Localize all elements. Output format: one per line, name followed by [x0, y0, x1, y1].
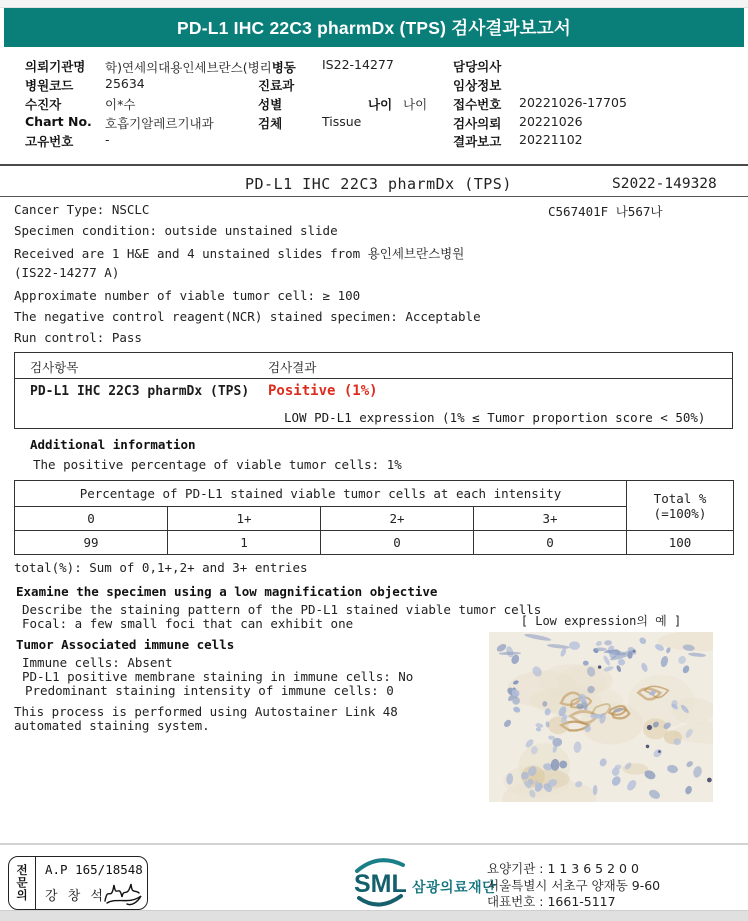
info-label-institution: 의뢰기관명 [25, 59, 86, 74]
pathologist-name: 강 창 석 [45, 889, 106, 904]
pathologist-stamp-box [8, 856, 148, 910]
result-col1-header: 검사항목 [30, 360, 79, 375]
info-value-specimen: Tissue [322, 114, 362, 129]
block-code: C567401F 나567나 [548, 204, 663, 219]
exam-line: Describe the staining pattern of the PD-L1 stained viable tumor cells [22, 602, 542, 617]
intensity-span-header: Percentage of PD-L1 stained viable tumor cells at each intensity [15, 481, 627, 507]
organization-name: 삼광의료재단 [412, 880, 497, 896]
svg-text:SML: SML [354, 870, 407, 898]
info-value-outside-id: IS22-14277 [322, 57, 394, 72]
info-value-accession-no: 20221026-17705 [519, 95, 627, 110]
intensity-total-header: Total % (=100%) [627, 481, 734, 531]
info-label-patient: 수진자 [25, 97, 62, 112]
intensity-value: 0 [474, 531, 627, 555]
body-line: Cancer Type: NSCLC [14, 202, 150, 217]
histology-image [489, 632, 713, 802]
result-table [14, 352, 733, 429]
figure-caption-wrap [489, 610, 713, 629]
body-line: Received are 1 H&E and 4 unstained slides from 용인세브란스병원 [14, 246, 465, 261]
footer-divider [0, 843, 748, 845]
intensity-table [14, 480, 734, 555]
result-item: PD-L1 IHC 22C3 pharmDx (TPS) [30, 384, 250, 399]
contact-line: 대표번호 : 1661-5117 [487, 894, 616, 909]
info-label-chart-no: Chart No. [25, 114, 92, 129]
info-label-ward: 병동 [271, 60, 296, 75]
exam-heading: Examine the specimen using a low magnification objective [16, 584, 438, 599]
info-label-age: 나이 [368, 97, 393, 112]
intensity-col-header: 2+ [321, 507, 474, 531]
pathologist-license: A.P 165/18548 [45, 862, 143, 877]
intensity-value: 1 [168, 531, 321, 555]
report-banner [4, 8, 744, 47]
info-label-clinical-info: 임상정보 [453, 78, 502, 93]
intensity-col-header: 0 [15, 507, 168, 531]
info-value-unique-no: - [105, 132, 110, 147]
immune-heading: Tumor Associated immune cells [16, 637, 235, 652]
result-value: Positive (1%) [268, 383, 378, 399]
intensity-value: 0 [321, 531, 474, 555]
intensity-value: 99 [15, 531, 168, 555]
result-interpretation: LOW PD-L1 expression (1% ≤ Tumor proportion score < 50%) [284, 410, 706, 425]
info-label-request-date: 검사의뢰 [453, 116, 502, 131]
page-title: PD-L1 IHC 22C3 pharmDx (TPS) 검사결과보고서 [177, 18, 571, 38]
info-label-specimen: 검체 [258, 116, 283, 131]
info-label-hospital-code: 병원코드 [25, 78, 74, 93]
process-line: This process is performed using Autostainer Link 48 [14, 704, 398, 719]
info-value-hospital-code: 25634 [105, 76, 145, 91]
figure-caption: [ Low expression의 예 ] [520, 614, 682, 628]
immune-line: Immune cells: Absent [22, 655, 173, 670]
intensity-col-header: 3+ [474, 507, 627, 531]
result-col2-header: 검사결과 [268, 360, 317, 375]
info-value-age: 나이 [403, 97, 428, 112]
body-line: Approximate number of viable tumor cell: ≥ 100 [14, 288, 361, 303]
intensity-total-value: 100 [627, 531, 734, 555]
contact-line: 요양기관 : 1 1 3 6 5 2 0 0 [487, 861, 639, 876]
info-value-report-date: 20221102 [519, 132, 583, 147]
divider-top [0, 164, 748, 166]
body-line: Run control: Pass [14, 330, 142, 345]
body-line: The negative control reagent(NCR) stained specimen: Acceptable [14, 309, 481, 324]
info-value-chart-no: 호흡기알레르기내과 [105, 116, 214, 131]
exam-line: Focal: a few small foci that can exhibit one [22, 616, 354, 631]
specimen-number: S2022-149328 [612, 176, 717, 192]
pathologist-title-vertical: 전문의 [9, 857, 36, 909]
additional-info-heading: Additional information [30, 437, 196, 452]
info-value-institution: 학)연세의대용인세브란스(병리병동 [105, 60, 296, 75]
top-strip [0, 0, 748, 8]
info-label-report-date: 결과보고 [453, 134, 502, 149]
info-label-doctor: 담당의사 [453, 59, 502, 74]
intensity-col-header: 1+ [168, 507, 321, 531]
contact-line: 서울특별시 서초구 양재동 9-60 [487, 878, 661, 893]
sml-logo [352, 856, 408, 912]
immune-line: PD-L1 positive membrane staining in immune cells: No [22, 669, 414, 684]
info-label-sex: 성별 [258, 97, 283, 112]
result-table-header [15, 353, 732, 379]
report-title: PD-L1 IHC 22C3 pharmDx (TPS) [245, 175, 512, 193]
bottom-strip [0, 910, 748, 921]
info-label-department: 진료과 [258, 78, 295, 93]
intensity-footnote: total(%): Sum of 0,1+,2+ and 3+ entries [14, 560, 308, 575]
process-line: automated staining system. [14, 718, 210, 733]
body-line: (IS22-14277 A) [14, 265, 120, 280]
signature-icon [101, 879, 145, 907]
immune-line: Predominant staining intensity of immune cells: 0 [25, 683, 394, 698]
additional-info-line: The positive percentage of viable tumor cells: 1% [33, 457, 402, 472]
sml-logo-icon [352, 856, 408, 908]
info-value-patient: 이*수 [105, 97, 136, 112]
info-label-unique-no: 고유번호 [25, 134, 74, 149]
divider-title [0, 196, 748, 197]
info-label-accession-no: 접수번호 [453, 97, 502, 112]
info-value-request-date: 20221026 [519, 114, 583, 129]
body-line: Specimen condition: outside unstained slide [14, 223, 338, 238]
